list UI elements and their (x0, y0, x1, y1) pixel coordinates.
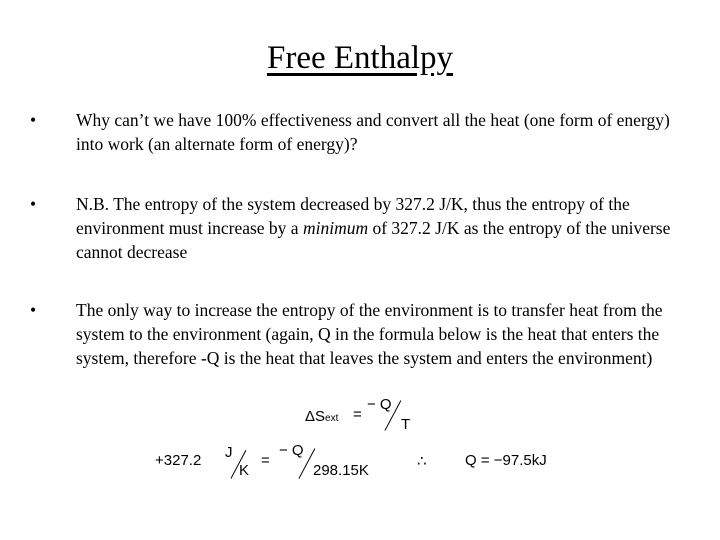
delta-s-symbol: ΔSext (305, 408, 339, 425)
bullet-emphasis: minimum (302, 218, 369, 238)
fraction-denominator: T (401, 416, 411, 433)
bullet-list (30, 108, 680, 370)
unit-numerator: J (225, 444, 233, 461)
bullet-text-2-start: N.B. The entropy of the system decreased by 327.2 J/K, thus the entropy of the environment must increase by a (76, 194, 630, 238)
bullet-text-3: The only way to increase the entropy of the environment is to transfer heat from the system to the environment (again, Q in the formula below is the heat that enters the system, therefore -Q is the heat that leaves the system and enters the environment) (76, 300, 663, 368)
slide-title: Free Enthalpy (266, 40, 454, 76)
unit-denominator: K (239, 462, 250, 479)
equals-sign: = (261, 452, 270, 469)
bullet-marker: • (30, 110, 37, 130)
bullet-item-2 (30, 192, 680, 264)
equals-sign: = (353, 406, 362, 423)
bullet-text-1: Why can’t we have 100% effectiveness and convert all the heat (one form of energy) into work (an alternate form of energy)? (76, 110, 670, 154)
bullet-item-1 (30, 108, 680, 156)
fraction-numerator: − Q (367, 396, 392, 413)
bullet-marker: • (30, 194, 37, 214)
heat-result: Q = −97.5kJ (465, 452, 547, 469)
bullet-text-2-end: of 327.2 J/K as the entropy of the universe cannot decrease (76, 218, 671, 262)
entropy-value: +327.2 (155, 452, 202, 469)
heat-equation (155, 440, 575, 484)
bullet-text-2 (76, 194, 670, 262)
bullet-marker: • (30, 300, 37, 320)
bullet-item-3 (30, 298, 680, 370)
ext-subscript: ext (325, 413, 339, 424)
therefore-symbol: ∴ (417, 453, 427, 470)
fraction-numerator: − Q (279, 442, 304, 459)
entropy-equation (305, 396, 425, 438)
fraction-denominator: 298.15K (313, 462, 369, 479)
